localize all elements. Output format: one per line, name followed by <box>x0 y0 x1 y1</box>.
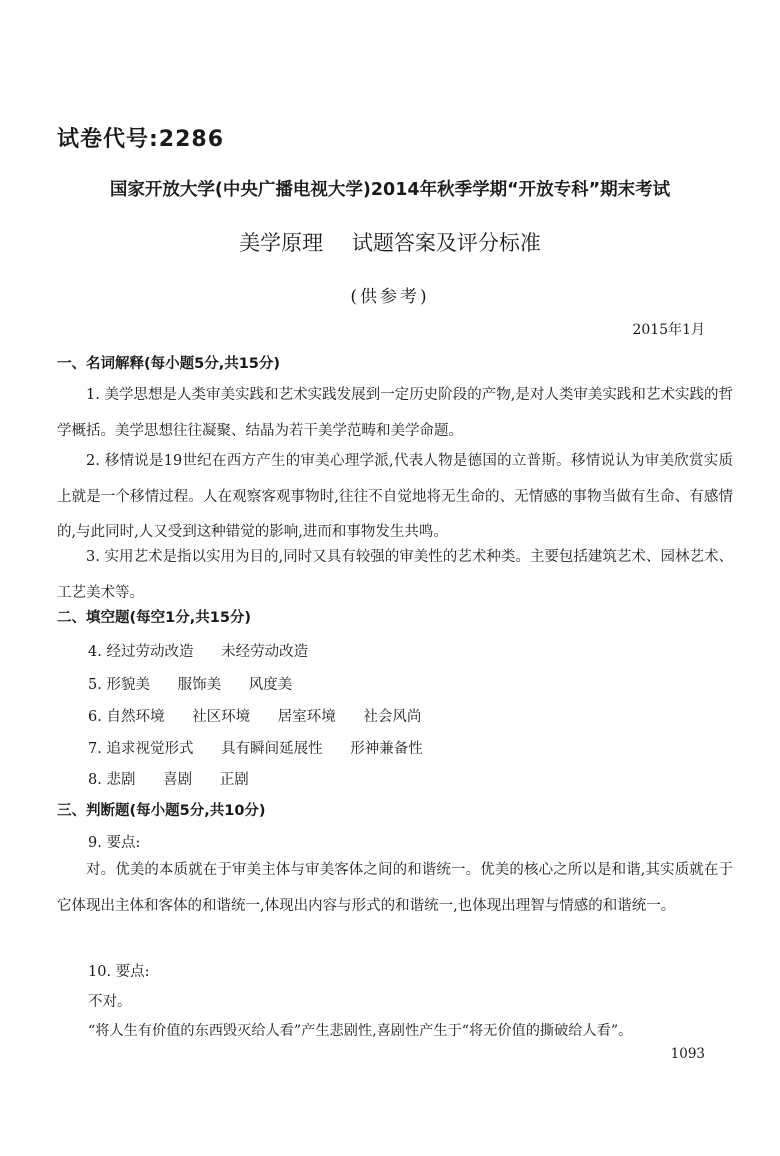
fill-answer-4: 4. 经过劳动改造 未经劳动改造 <box>88 644 309 660</box>
q10-label: 10. 要点: <box>88 964 150 980</box>
fill-answer-8: 8. 悲剧 喜剧 正剧 <box>88 772 249 788</box>
exam-title: 国家开放大学(中央广播电视大学)2014年秋季学期“开放专科”期末考试 <box>109 180 671 200</box>
reference-note: (供参考) <box>350 287 430 307</box>
q9-label: 9. 要点: <box>88 835 141 851</box>
section-1-heading: 一、名词解释(每小题5分,共15分) <box>57 356 281 372</box>
paper-code: 试卷代号:2286 <box>57 127 225 152</box>
q10-verdict: 不对。 <box>88 994 132 1010</box>
fill-answer-7: 7. 追求视觉形式 具有瞬间延展性 形神兼备性 <box>88 741 423 757</box>
answer-item-2: 2. 移情说是19世纪在西方产生的审美心理学派,代表人物是德国的立普斯。移情说认为审美欣赏实质上就是一个移情过程。人在观察客观事物时,往往不自觉地将无生命的、无情感的事物当做有生命、有感情的,与此同时,人又受到这种错觉的影响,进而和事物发生共鸣。 <box>57 453 733 540</box>
answer-item-3: 3. 实用艺术是指以实用为目的,同时又具有较强的审美性的艺术种类。主要包括建筑艺术、园林艺术、工艺美术等。 <box>57 549 733 601</box>
section-2-heading: 二、填空题(每空1分,共15分) <box>57 610 252 626</box>
section-3-heading: 三、判断题(每小题5分,共10分) <box>57 803 266 819</box>
answer-item-1: 1. 美学思想是人类审美实践和艺术实践发展到一定历史阶段的产物,是对人类审美实践和艺术实践的哲学概括。美学思想往往凝聚、结晶为若干美学范畴和美学命题。 <box>57 387 733 439</box>
subject-title: 美学原理 试题答案及评分标准 <box>239 231 541 255</box>
fill-answer-5: 5. 形貌美 服饰美 风度美 <box>88 677 293 693</box>
q9-answer: 对。优美的本质就在于审美主体与审美客体之间的和谐统一。优美的核心之所以是和谐,其实质就在于它体现出主体和客体的和谐统一,体现出内容与形式的和谐统一,也体现出理智与情感的和谐统一。 <box>57 862 733 914</box>
fill-answer-6: 6. 自然环境 社区环境 居室环境 社会风尚 <box>88 709 422 725</box>
page-number: 1093 <box>670 1046 705 1062</box>
q10-answer: “将人生有价值的东西毁灭给人看”产生悲剧性,喜剧性产生于“将无价值的撕破给人看”。 <box>88 1023 633 1039</box>
exam-date: 2015年1月 <box>632 322 705 338</box>
